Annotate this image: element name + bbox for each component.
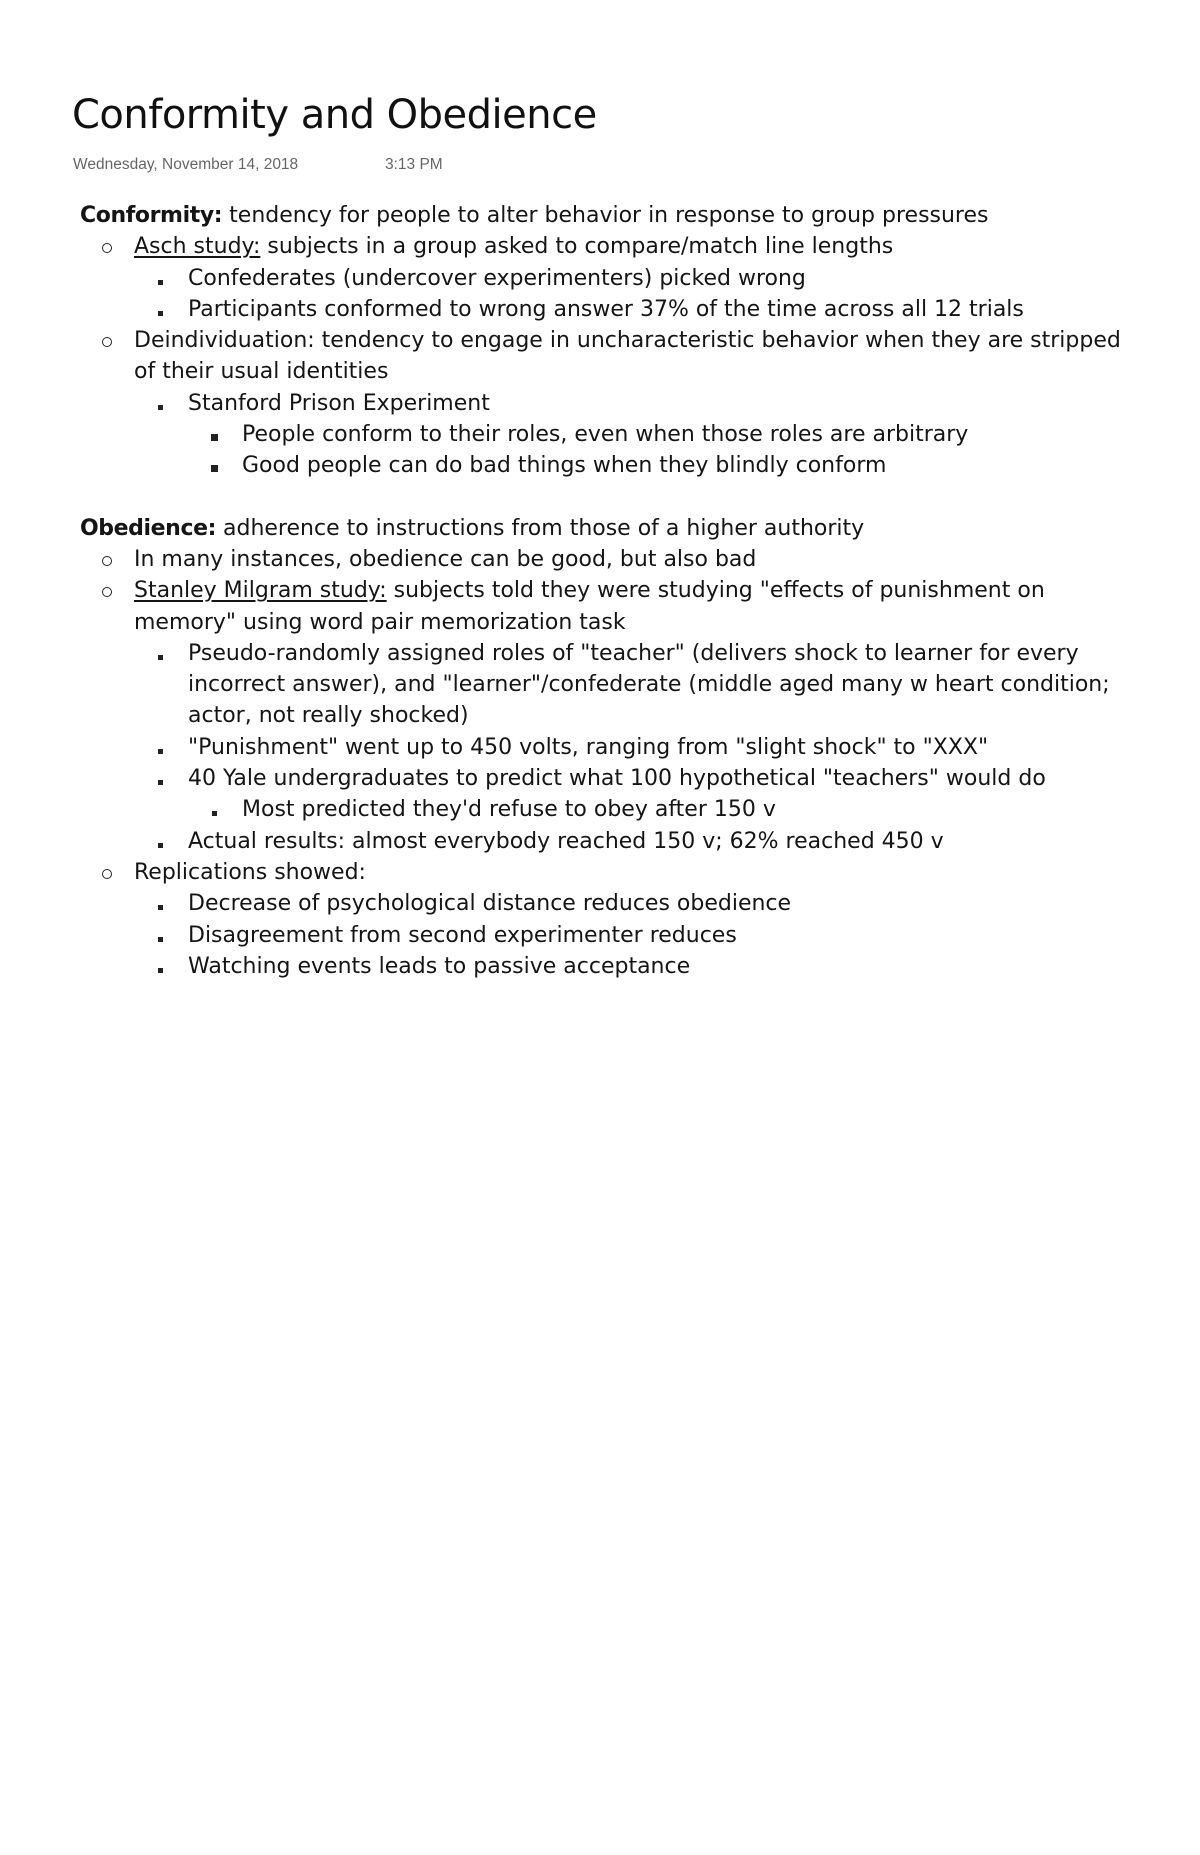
conformity-heading [80, 200, 1130, 231]
conformity-definition: tendency for people to alter behavior in response to group pressures [222, 203, 989, 228]
list-item [80, 419, 1130, 450]
list-item [80, 732, 1130, 763]
milgram-actual: Actual results: almost everybody reached 150 v; 62% reached 450 v [188, 828, 944, 854]
milgram-prediction: Most predicted they'd refuse to obey after 150 v [242, 797, 776, 823]
list-item [80, 263, 1130, 294]
list-item [80, 325, 1130, 388]
square-bullet-icon [150, 888, 170, 919]
square-bullet-icon [204, 450, 224, 481]
list-item [80, 920, 1130, 951]
list-item [80, 826, 1130, 857]
milgram-item: 40 Yale undergraduates to predict what 100 hypothetical "teachers" would do [188, 766, 1046, 792]
list-item [80, 794, 1130, 825]
square-bullet-icon [204, 794, 224, 825]
square-bullet-icon [150, 388, 170, 419]
list-item [80, 951, 1130, 982]
square-bullet-icon [150, 951, 170, 982]
circle-bullet-icon [97, 575, 117, 606]
square-bullet-icon [150, 263, 170, 294]
asch-item: Confederates (undercover experimenters) picked wrong [188, 265, 806, 291]
list-item [80, 857, 1130, 888]
milgram-study-label: Stanley Milgram study: [134, 578, 387, 604]
square-bullet-icon [150, 763, 170, 794]
circle-bullet-icon [97, 231, 117, 262]
square-bullet-icon [204, 419, 224, 450]
square-bullet-icon [150, 732, 170, 763]
replication-item: Disagreement from second experimenter reduces [188, 922, 737, 948]
milgram-item: "Punishment" went up to 450 volts, ranging from "slight shock" to "XXX" [188, 734, 989, 760]
obedience-term: Obedience: [80, 515, 217, 541]
obedience-heading [80, 513, 1130, 544]
conformity-term: Conformity: [80, 203, 223, 228]
page-time: 3:13 PM [385, 156, 443, 173]
obedience-definition: adherence to instructions from those of a higher authority [216, 515, 865, 541]
square-bullet-icon [150, 826, 170, 857]
square-bullet-icon [150, 294, 170, 325]
list-item [80, 888, 1130, 919]
list-item [80, 763, 1130, 794]
stanford-experiment: Stanford Prison Experiment [188, 390, 490, 416]
asch-study-label: Asch study: [134, 234, 261, 260]
list-item [80, 231, 1130, 262]
milgram-study-text: subjects told they were studying "effects of punishment on memory" using word pair memorization task [134, 578, 1045, 635]
list-item [80, 294, 1130, 325]
replication-item: Decrease of psychological distance reduces obedience [188, 891, 792, 917]
circle-bullet-icon [97, 544, 117, 575]
circle-bullet-icon [97, 325, 117, 356]
square-bullet-icon [150, 638, 170, 669]
square-bullet-icon [150, 920, 170, 951]
page-title: Conformity and Obedience [72, 92, 597, 138]
list-item [80, 638, 1130, 732]
list-item [80, 450, 1130, 481]
notes-body [80, 200, 1130, 982]
stanford-item: People conform to their roles, even when those roles are arbitrary [242, 422, 969, 448]
asch-item: Participants conformed to wrong answer 37% of the time across all 12 trials [188, 296, 1024, 322]
page-date: Wednesday, November 14, 2018 [73, 156, 299, 173]
replications-text: Replications showed: [134, 859, 366, 885]
asch-study-text: subjects in a group asked to compare/match line lengths [260, 234, 894, 260]
circle-bullet-icon [97, 857, 117, 888]
list-item [80, 575, 1130, 638]
list-item [80, 388, 1130, 419]
deindividuation-text: Deindividuation: tendency to engage in uncharacteristic behavior when they are stripped of their usual identities [134, 328, 1121, 385]
stanford-item: Good people can do bad things when they blindly conform [242, 453, 887, 479]
milgram-item: Pseudo-randomly assigned roles of "teacher" (delivers shock to learner for every incorrect answer), and "learner"/confederate (middle aged many w heart condition; actor, not really shocked) [188, 640, 1110, 729]
list-item [80, 544, 1130, 575]
obedience-point: In many instances, obedience can be good, but also bad [134, 546, 757, 572]
replication-item: Watching events leads to passive acceptance [188, 953, 691, 979]
page-meta [73, 156, 443, 174]
